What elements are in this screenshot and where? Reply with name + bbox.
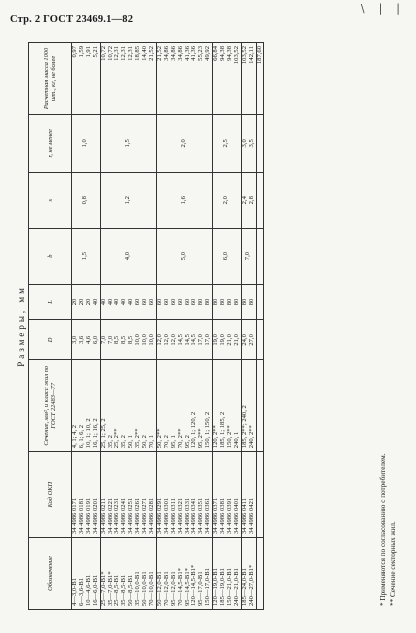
cell-mass: 66,84: [213, 43, 220, 115]
cell-empty: [256, 452, 264, 538]
cell-d: 7,0: [108, 320, 115, 360]
cell-l: 40: [128, 284, 135, 320]
cell-mass: 94,38: [227, 43, 234, 115]
cell-l: 40: [108, 284, 115, 320]
cell-l: 80: [205, 284, 212, 320]
cell-d: 3,0: [72, 320, 79, 360]
cell-s: 1,2: [100, 172, 156, 228]
cell-designation: 95—14,5-В1*: [185, 538, 192, 610]
cell-okp-code: 34 4986 0341: [191, 452, 198, 538]
cell-designation: 95—17,0-В1: [198, 538, 205, 610]
cell-l: 80: [198, 284, 205, 320]
cell-r: 2,0: [156, 114, 212, 172]
cell-designation: 35—10,0-В1: [135, 538, 142, 610]
col-header-b: b: [29, 228, 72, 284]
cell-mass: 34,86: [178, 43, 185, 115]
cell-mass: 10,72: [108, 43, 115, 115]
cell-section: 95, 2: [185, 360, 192, 452]
cell-d: 3,6: [79, 320, 86, 360]
cell-designation: 4—3,0-В1: [72, 538, 79, 610]
cell-s: 0,8: [72, 172, 101, 228]
cell-mass: 1,91: [86, 43, 93, 115]
cell-b: 7,0: [241, 228, 256, 284]
cell-empty: [256, 228, 264, 284]
col-header-l: L: [29, 284, 72, 320]
cell-designation: 120—14,5-В1*: [191, 538, 198, 610]
cell-d: 19,0: [213, 320, 220, 360]
cell-designation: 70—14,5-В1*: [178, 538, 185, 610]
cell-okp-code: 34 4986 0311: [171, 452, 178, 538]
cell-section: 25, 2**: [114, 360, 121, 452]
cell-empty: [256, 360, 264, 452]
cell-l: 20: [86, 284, 93, 320]
cell-l: 60: [156, 284, 163, 320]
footnote-1: * Применяются по согласованию с потребителем.: [379, 453, 387, 606]
cell-designation: 16—6,0-В1: [93, 538, 100, 610]
cell-d: 12,0: [164, 320, 171, 360]
cell-section: 50, 1: [128, 360, 135, 452]
cell-section: 35, 2: [121, 360, 128, 452]
cell-okp-code: 34 4986 0171: [72, 452, 79, 538]
cell-section: 25, 1; 25, 2: [100, 360, 107, 452]
cell-l: 20: [72, 284, 79, 320]
cell-mass: 21,52: [156, 43, 163, 115]
cell-okp-code: 34 4986 0391: [227, 452, 234, 538]
cell-section: 70, 2**: [178, 360, 185, 452]
cell-r: 3,0: [241, 114, 248, 172]
cell-okp-code: 34 4986 0251: [128, 452, 135, 538]
cell-section: 6, 1; 6, 2: [79, 360, 86, 452]
cell-mass: 1,59: [79, 43, 86, 115]
cell-empty: [256, 284, 264, 320]
cell-l: 60: [135, 284, 142, 320]
cell-mass: 94,38: [220, 43, 227, 115]
cell-mass: 21,52: [149, 43, 156, 115]
cell-l: 40: [93, 284, 100, 320]
cell-okp-code: 34 4986 0241: [121, 452, 128, 538]
footnote-2: ** Сечение секторных жил.: [389, 521, 397, 606]
cell-d: 24,0: [241, 320, 248, 360]
cell-designation: 10—4,6-В1: [86, 538, 93, 610]
cell-okp-code: 34 4986 0271: [142, 452, 149, 538]
cell-okp-code: 34 4986 0261: [135, 452, 142, 538]
cell-okp-code: 34 4986 0421: [249, 452, 256, 538]
cell-designation: 50—10,0-В1: [142, 538, 149, 610]
cell-empty: [256, 114, 264, 172]
col-header-r: r, не менее: [29, 114, 72, 172]
cell-section: 70, 1: [149, 360, 156, 452]
cell-d: 4,6: [86, 320, 93, 360]
col-header-name: Обозначение: [29, 538, 72, 610]
cell-l: 80: [241, 284, 248, 320]
cell-section: 120, 2**: [213, 360, 220, 452]
cell-d: 14,5: [191, 320, 198, 360]
cell-l: 20: [79, 284, 86, 320]
cell-okp-code: 34 4986 0211: [100, 452, 107, 538]
cell-d: 10,0: [135, 320, 142, 360]
cell-l: 40: [114, 284, 121, 320]
cell-d: 10,0: [149, 320, 156, 360]
cell-okp-code: 34 4986 0381: [220, 452, 227, 538]
cell-d: 10,0: [142, 320, 149, 360]
cell-section: 70, 2: [164, 360, 171, 452]
cell-mass: 34,86: [164, 43, 171, 115]
table-row: [249, 43, 256, 610]
cell-mass: 103,52: [234, 43, 241, 115]
cell-okp-code: 34 4986 0231: [114, 452, 121, 538]
cell-section: 240, 1: [234, 360, 241, 452]
cell-okp-code: 34 4986 0301: [164, 452, 171, 538]
col-header-d: D: [29, 320, 72, 360]
cell-mass: 187,60: [256, 43, 264, 115]
cell-d: 17,0: [198, 320, 205, 360]
table-body: [72, 43, 264, 610]
cell-l: 60: [185, 284, 192, 320]
cell-b: 1,5: [72, 228, 101, 284]
cell-l: 80: [249, 284, 256, 320]
cell-l: 60: [171, 284, 178, 320]
cell-empty: [256, 320, 264, 360]
cell-okp-code: 34 4986 0221: [108, 452, 115, 538]
cell-section: 35, 2**: [135, 360, 142, 452]
cell-d: 27,0: [249, 320, 256, 360]
cell-l: 80: [234, 284, 241, 320]
cell-okp-code: 34 4986 0351: [198, 452, 205, 538]
cell-l: 40: [121, 284, 128, 320]
cell-l: 80: [220, 284, 227, 320]
cell-r: 2,5: [213, 114, 242, 172]
cell-s: 1,6: [156, 172, 212, 228]
cell-designation: 95—12,0-В1: [171, 538, 178, 610]
margin-marks: \ | |: [360, 2, 400, 15]
cell-d: 12,0: [171, 320, 178, 360]
cell-d: 21,0: [234, 320, 241, 360]
cell-okp-code: 34 4986 0291: [156, 452, 163, 538]
cell-l: 60: [164, 284, 171, 320]
cell-mass: 34,86: [171, 43, 178, 115]
cell-d: 19,0: [220, 320, 227, 360]
cell-designation: 35—7,0-В1*: [108, 538, 115, 610]
cell-s: 2,0: [213, 172, 242, 228]
cell-designation: 185—24,0-В1: [241, 538, 248, 610]
col-header-code: Код ОКП: [29, 452, 72, 538]
cell-section: 240, 2**: [249, 360, 256, 452]
cell-mass: 49,92: [205, 43, 212, 115]
cell-designation: 25—7,0-В1*: [100, 538, 107, 610]
cell-section: 10, 1; 10, 2: [86, 360, 93, 452]
cell-mass: 55,23: [198, 43, 205, 115]
cell-section: 35, 2: [108, 360, 115, 452]
cell-d: 17,0: [205, 320, 212, 360]
cell-mass: 103,52: [241, 43, 248, 115]
cell-l: 60: [191, 284, 198, 320]
cell-mass: 5,21: [93, 43, 100, 115]
table-title: Размеры, мм: [16, 285, 26, 367]
cell-l: 60: [142, 284, 149, 320]
rotated-table-block: [12, 42, 404, 610]
col-header-mass: Расчетная масса 1000 шт., кг, не более: [29, 43, 72, 115]
cell-section: 16, 1; 16, 2: [93, 360, 100, 452]
cell-designation: 150—21,0-В1: [227, 538, 234, 610]
cell-mass: 12,31: [128, 43, 135, 115]
cell-designation: 240—27,0-В1*: [249, 538, 256, 610]
cell-okp-code: 34 4986 0201: [93, 452, 100, 538]
cell-d: 14,5: [178, 320, 185, 360]
cell-d: 8,5: [128, 320, 135, 360]
cell-designation: 120—19,0-В1: [213, 538, 220, 610]
cell-section: 4, 1; 4, 2: [72, 360, 79, 452]
cell-designation: 150—17,0-В1: [205, 538, 212, 610]
col-header-section: Сечение, мм², и класс жил по ГОСТ 22483—77: [29, 360, 72, 452]
cell-section: 50, 2: [142, 360, 149, 452]
cell-l: 80: [213, 284, 220, 320]
page-header: Стр. 2 ГОСТ 23469.1—82: [10, 14, 134, 25]
cell-designation: 50—8,5-В1: [128, 538, 135, 610]
cell-okp-code: 34 4986 0191: [86, 452, 93, 538]
cell-section: 185, 1; 185, 2: [220, 360, 227, 452]
cell-designation: 240—21,0-В1: [234, 538, 241, 610]
cell-section: 50, 2**: [156, 360, 163, 452]
cell-designation: 70—10,0-В1: [149, 538, 156, 610]
cell-okp-code: 34 4986 0321: [178, 452, 185, 538]
cell-b: 4,0: [100, 228, 156, 284]
cell-r: 1,5: [100, 114, 156, 172]
cell-mass: 12,31: [121, 43, 128, 115]
cell-designation: 185—19,0-В1: [220, 538, 227, 610]
cell-mass: 12,31: [114, 43, 121, 115]
cell-okp-code: 34 4986 0401: [234, 452, 241, 538]
cell-empty: [256, 538, 264, 610]
cell-section: 150, 1; 150, 2: [205, 360, 212, 452]
table-row-extra: [256, 43, 264, 610]
table-header-row: [29, 43, 72, 610]
cell-s: 2,8: [249, 172, 256, 228]
cell-mass: 41,36: [191, 43, 198, 115]
cell-d: 6,0: [93, 320, 100, 360]
cell-l: 60: [178, 284, 185, 320]
cell-section: 120, 1; 120, 2: [191, 360, 198, 452]
cell-r: 1,0: [72, 114, 101, 172]
cell-okp-code: 34 4986 0181: [79, 452, 86, 538]
dimensions-table: [28, 42, 264, 610]
cell-mass: 10,72: [100, 43, 107, 115]
cell-b: 5,0: [156, 228, 212, 284]
cell-mass: 142,11: [249, 43, 256, 115]
cell-r: 3,5: [249, 114, 256, 172]
cell-b: 6,0: [213, 228, 242, 284]
cell-designation: 6—3,6-В1: [79, 538, 86, 610]
cell-mass: 0,97: [72, 43, 79, 115]
cell-l: 60: [149, 284, 156, 320]
cell-section: 185, 2**; 240, 2: [241, 360, 248, 452]
cell-section: 95, 1: [171, 360, 178, 452]
cell-okp-code: 34 4986 0361: [205, 452, 212, 538]
cell-l: 80: [227, 284, 234, 320]
cell-mass: 18,85: [135, 43, 142, 115]
cell-designation: 70—12,0-В1: [164, 538, 171, 610]
cell-d: 8,5: [114, 320, 121, 360]
cell-d: 12,0: [156, 320, 163, 360]
cell-d: 7,0: [100, 320, 107, 360]
cell-designation: 25—8,5-В1: [114, 538, 121, 610]
cell-okp-code: 34 4986 0411: [241, 452, 248, 538]
cell-section: 150, 2**: [227, 360, 234, 452]
cell-empty: [256, 172, 264, 228]
col-header-s: s: [29, 172, 72, 228]
cell-l: 40: [100, 284, 107, 320]
cell-d: 14,5: [185, 320, 192, 360]
cell-d: 8,5: [121, 320, 128, 360]
cell-designation: 35—8,5-В1: [121, 538, 128, 610]
cell-okp-code: 34 4986 0331: [185, 452, 192, 538]
cell-okp-code: 34 4986 0371: [213, 452, 220, 538]
cell-section: 95, 2**: [198, 360, 205, 452]
cell-d: 21,0: [227, 320, 234, 360]
cell-okp-code: 34 4986 0281: [149, 452, 156, 538]
cell-mass: 41,36: [185, 43, 192, 115]
cell-s: 2,4: [241, 172, 248, 228]
cell-mass: 14,40: [142, 43, 149, 115]
cell-designation: 50—12,0-В1: [156, 538, 163, 610]
footnotes: [378, 42, 398, 610]
